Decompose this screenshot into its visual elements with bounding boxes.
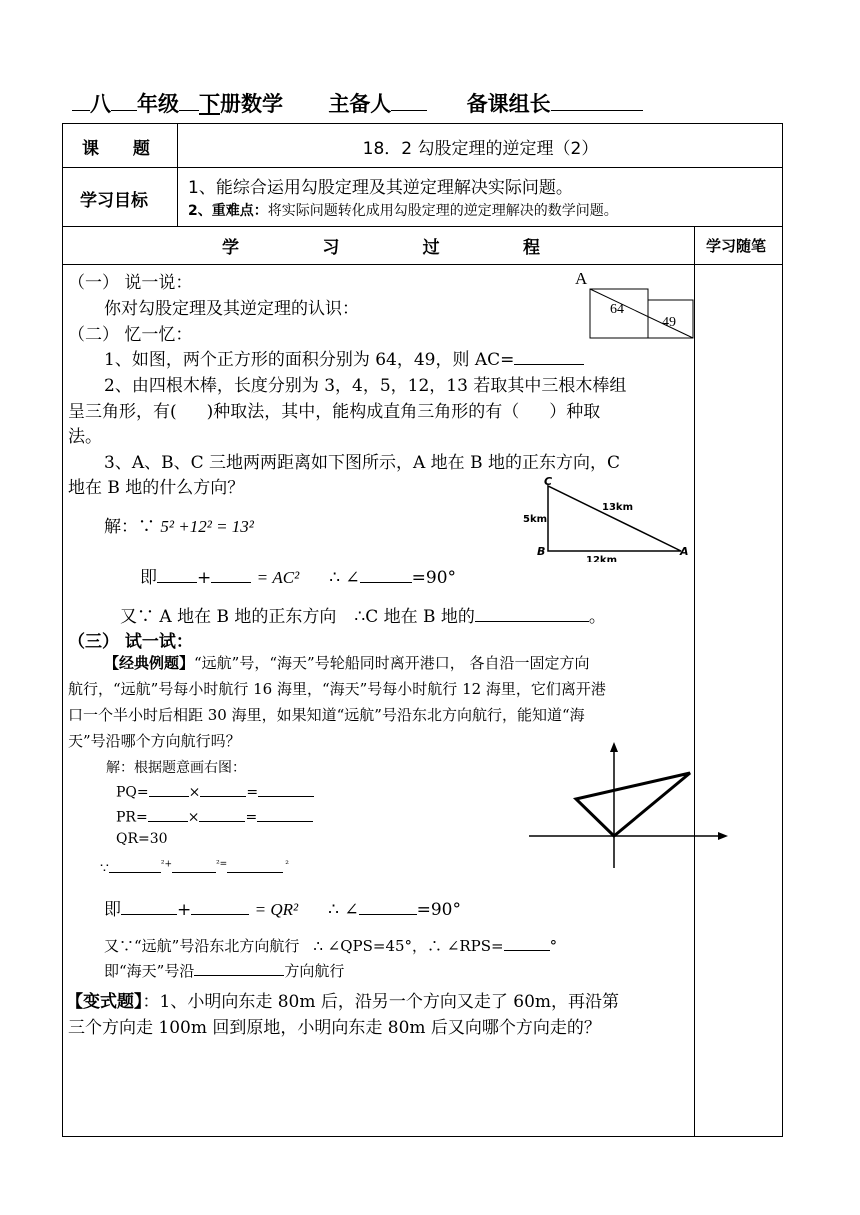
side-cb-label: 5km	[523, 514, 548, 525]
part3-heading: （三） 试一试：	[68, 632, 193, 652]
navigation-figure	[526, 740, 728, 870]
blank[interactable]	[121, 896, 177, 915]
because-line: ∵ $^{^2+}$ $^{^2=}$ $^{^2}$	[100, 857, 289, 877]
direction-line: 即“海天”号沿 方向航行	[104, 959, 344, 981]
blank[interactable]	[148, 806, 188, 822]
question-1: 1、如图，两个正方形的面积分别为 64，49，则 AC=	[104, 345, 584, 370]
blank[interactable]	[191, 896, 249, 915]
blank[interactable]	[149, 781, 189, 797]
grade: 八	[90, 92, 111, 117]
then-line-1: 即 + = AC² ∴ ∠ =90°	[140, 563, 456, 588]
example-line-2: 航行，“远航”号每小时航行 16 海里，“海天”号每小时航行 12 海里，它们离开港	[68, 680, 606, 698]
blank[interactable]	[211, 564, 251, 583]
part1-line: 你对勾股定理及其逆定理的认识：	[104, 299, 359, 319]
leader-blank[interactable]	[551, 88, 643, 111]
triangle-cba	[548, 486, 681, 551]
x-axis-arrow-icon	[718, 832, 728, 840]
table-border	[782, 123, 783, 1137]
question-3a: 3、A、B、C 三地两两距离如下图所示，A 地在 B 地的正东方向，C	[104, 453, 620, 473]
side-ca-label: 13km	[602, 502, 633, 513]
variant-line-1: 【变式题】：1、小明向东走 80m 后，沿另一个方向又走了 60m，再沿第	[66, 992, 620, 1012]
variant-line-2: 三个方向走 100m 回到原地，小明向东走 80m 后又向哪个方向走的？	[68, 1018, 601, 1038]
example-solution: 解：根据题意画右图：	[106, 760, 246, 776]
row-divider	[62, 167, 783, 168]
small-square-area: 49	[662, 315, 676, 330]
topic-label: 课 题	[82, 139, 164, 159]
blank[interactable]	[172, 857, 216, 873]
question-3b: 地在 B 地的什么方向？	[68, 478, 245, 498]
example-line-1: 【经典例题】“远航”号，“海天”号轮船同时离开港口， 各自沿一固定方向	[104, 654, 590, 672]
preparer-label: 主备人	[328, 92, 392, 117]
row-divider	[62, 264, 783, 265]
solution-line: 解：∵ 5² +12² = 13²	[104, 517, 254, 537]
blank[interactable]	[200, 781, 246, 797]
blank[interactable]	[199, 806, 245, 822]
direction-blank[interactable]	[194, 959, 284, 976]
angle-blank[interactable]	[359, 896, 417, 915]
ac-blank[interactable]	[514, 346, 584, 365]
triangle-figure	[520, 474, 696, 562]
notes-label: 学习随笔	[706, 237, 767, 255]
process-label: 学 习 过 程	[222, 238, 540, 258]
blank[interactable]	[109, 857, 161, 873]
goal-2: 2、重难点：将实际问题转化成用勾股定理的逆定理解决的数学问题。	[188, 203, 618, 219]
squares-figure	[570, 266, 696, 342]
table-border	[62, 123, 783, 124]
vertex-a: A	[680, 545, 689, 558]
part1-heading: （一） 说一说：	[68, 273, 193, 293]
grade-suffix: 年级	[137, 92, 179, 117]
table-border	[62, 1136, 783, 1137]
leader-label: 备课组长	[466, 92, 551, 117]
question-2c: 法。	[68, 427, 102, 447]
example-line-4: 天”号沿哪个方向航行吗？	[68, 732, 241, 750]
question-2b: 呈三角形，有( )种取法，其中，能构成直角三角形的有（ ）种取	[68, 402, 601, 422]
direction-blank[interactable]	[475, 603, 589, 622]
col-divider	[694, 226, 695, 1136]
preparer-blank[interactable]	[391, 88, 427, 111]
example-line-3: 口一个半小时后相距 30 海里，如果知道“远航”号沿东北方向航行，能知道“海	[68, 706, 585, 724]
blank[interactable]	[258, 781, 314, 797]
question-2a: 2、由四根木棒，长度分别为 3，4，5，12，13 若取其中三根木棒组	[104, 376, 627, 396]
side-ba-label: 12km	[586, 555, 617, 562]
row-divider	[62, 226, 783, 227]
qr-line: QR=30	[116, 831, 168, 847]
then-line-2: 即 + = QR² ∴ ∠ =90°	[104, 895, 461, 920]
goals-label: 学习目标	[80, 191, 148, 211]
term: 下	[199, 92, 220, 117]
big-square-area: 64	[610, 302, 624, 317]
vertex-b: B	[537, 545, 546, 558]
table-border	[62, 123, 63, 1137]
vertex-c: C	[544, 475, 553, 488]
subject: 册数学	[220, 92, 283, 117]
pq-line: PQ= × =	[116, 781, 314, 801]
rps-blank[interactable]	[504, 934, 550, 951]
again-line-1: 又∵ A 地在 B 地的正东方向 ∴C 地在 B 地的 。	[120, 602, 606, 627]
part2-heading: （二） 忆一忆：	[68, 325, 193, 345]
again-line-2: 又∵“远航”号沿东北方向航行 ∴ ∠QPS=45°，∴ ∠RPS= °	[104, 934, 557, 956]
angle-blank[interactable]	[360, 564, 412, 583]
triangle-pqr	[576, 773, 690, 836]
pr-line: PR= × =	[116, 806, 313, 826]
figure-label-a: A	[575, 269, 588, 288]
page-header	[72, 88, 643, 118]
blank[interactable]	[257, 806, 313, 822]
y-axis-arrow-icon	[610, 742, 618, 752]
blank[interactable]	[227, 857, 283, 873]
topic-value: 18．2 勾股定理的逆定理（2）	[362, 139, 599, 159]
blank[interactable]	[157, 564, 197, 583]
diagonal-line	[590, 289, 693, 338]
goal-1: 1、能综合运用勾股定理及其逆定理解决实际问题。	[188, 178, 573, 198]
